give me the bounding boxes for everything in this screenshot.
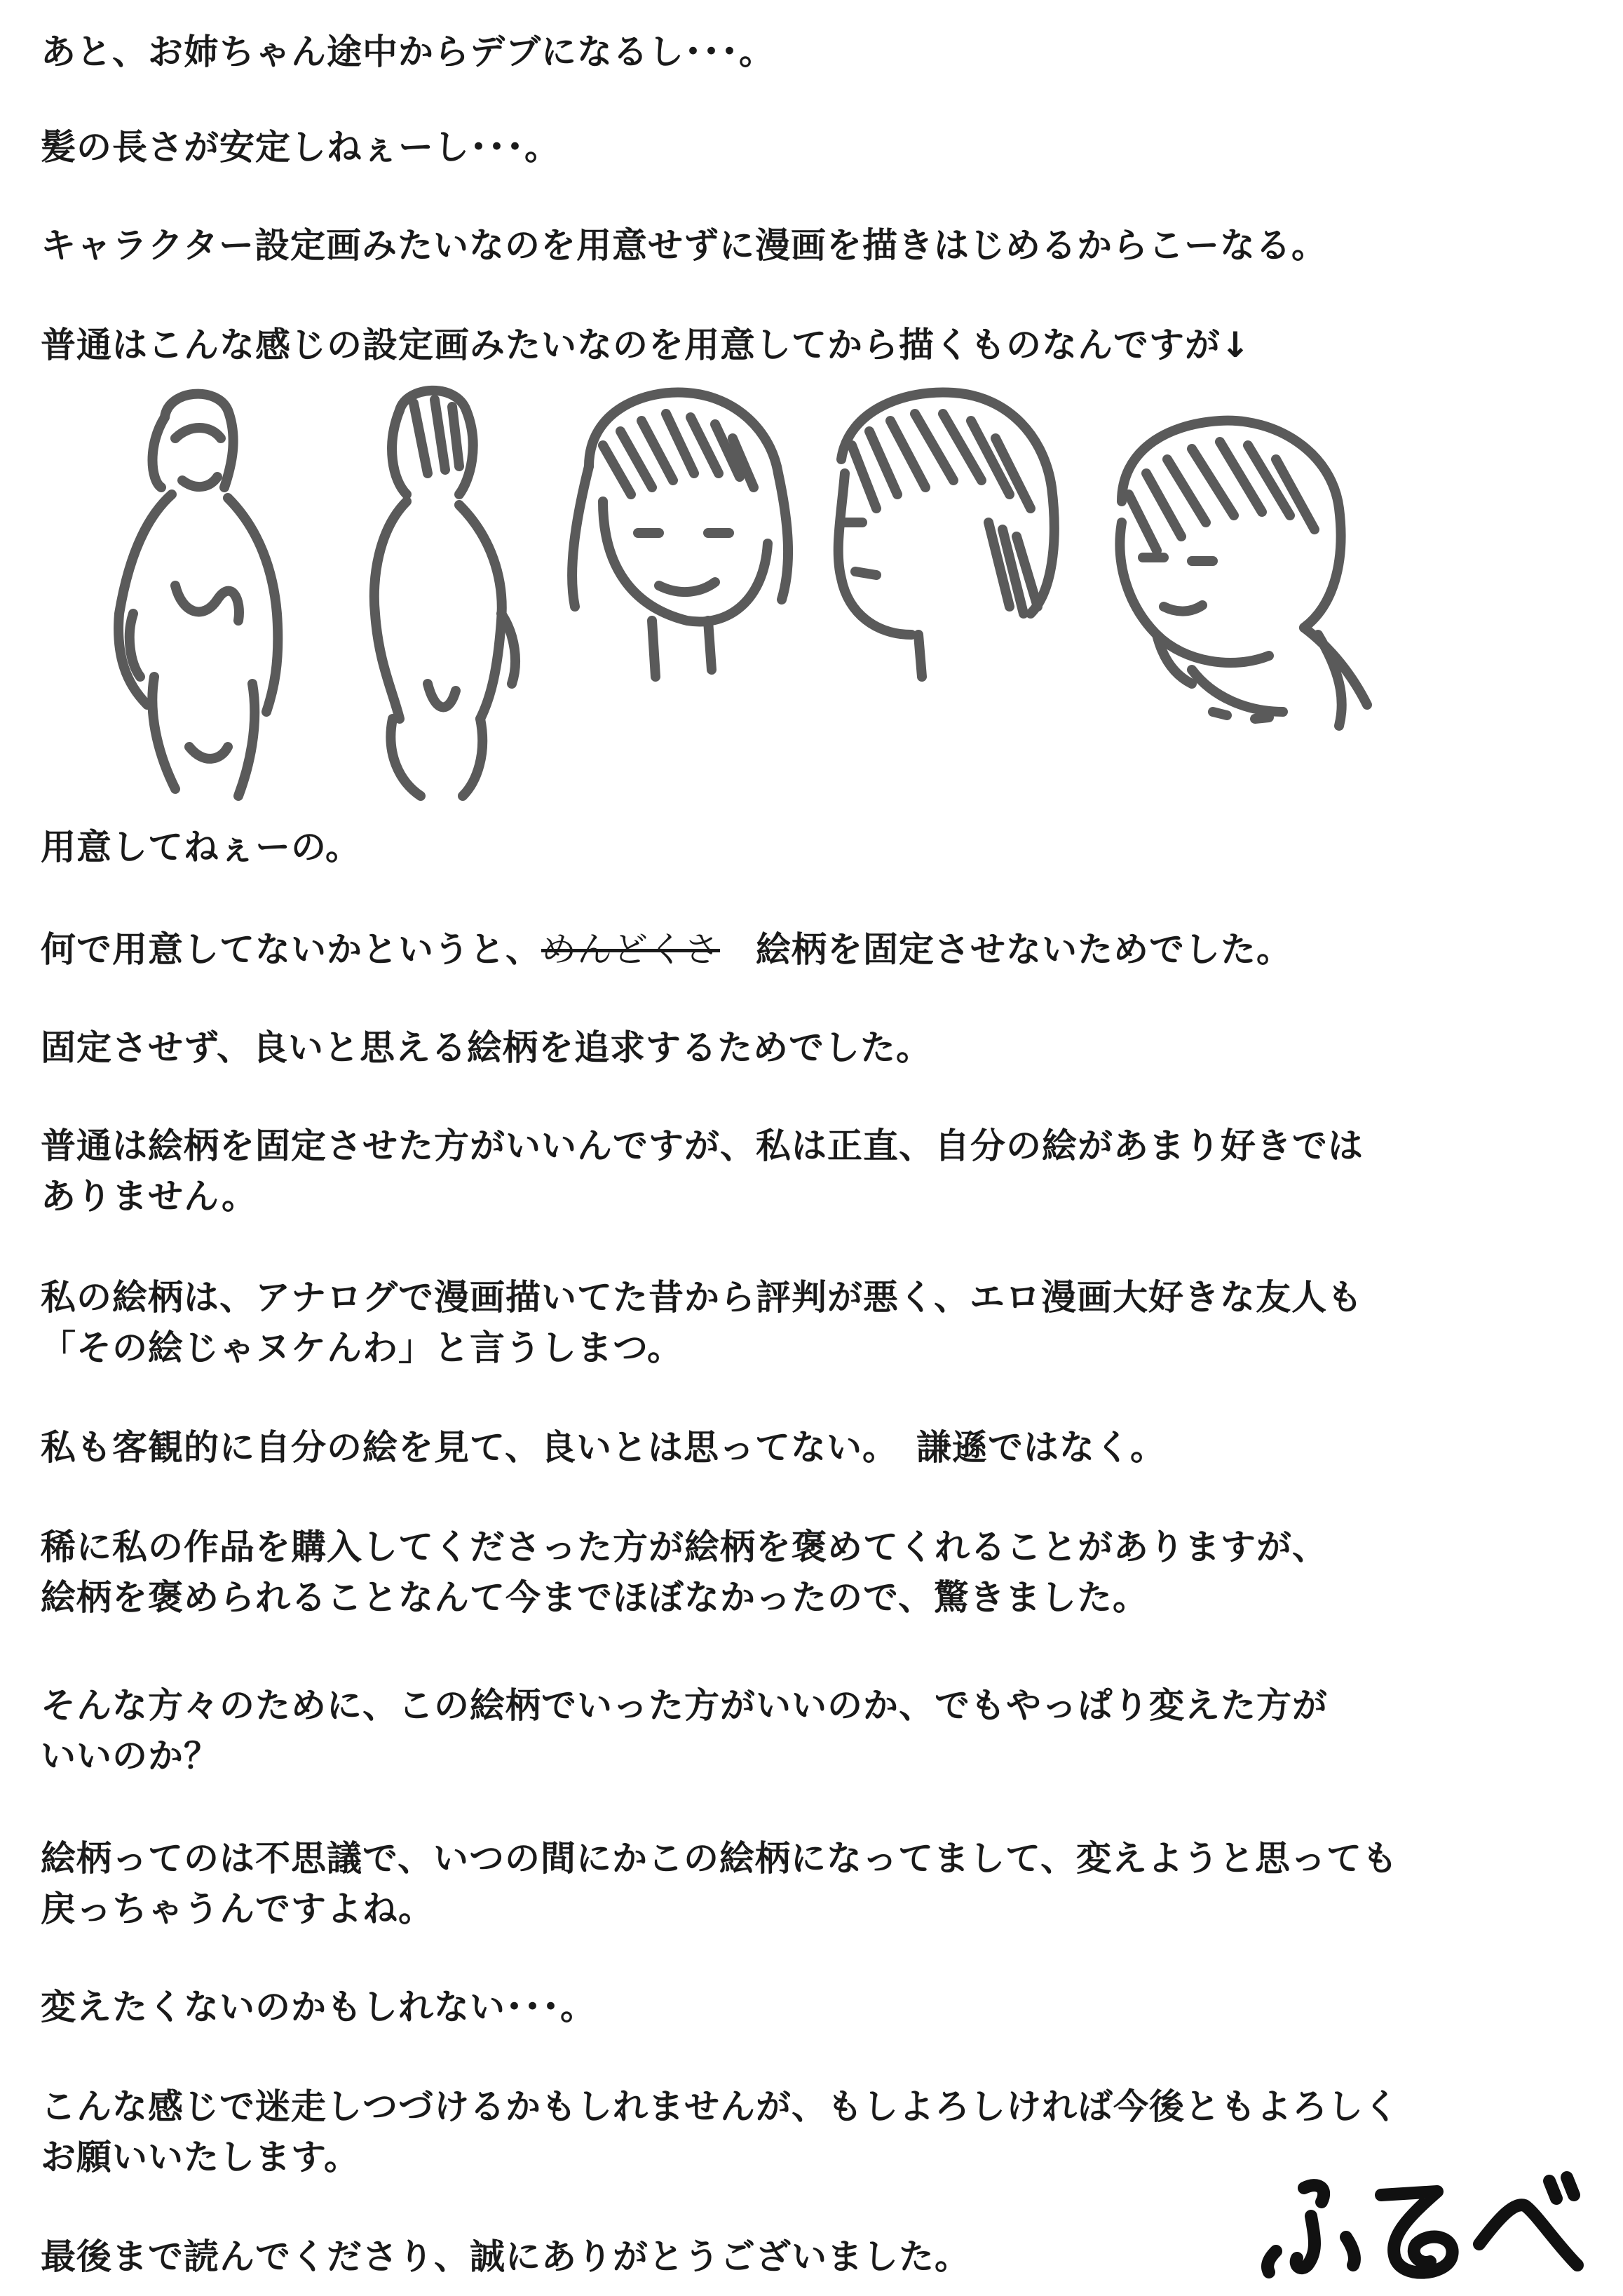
- sketch-face-front: [572, 392, 788, 677]
- text-line-1: あと、お姉ちゃん途中からデブになるし･･･。: [41, 32, 775, 72]
- text-line-12: 私も客観的に自分の絵を見て、良いとは思ってない。 謙遜ではなく。: [41, 1427, 1166, 1468]
- text-line-5: 用意してねぇーの。: [41, 827, 361, 867]
- sketch-figure-front: [118, 394, 278, 796]
- text-line-11: 「その絵じゃヌケんわ」と言うしまつ。: [41, 1328, 683, 1368]
- struck-through-text: めんどくさ: [541, 929, 720, 970]
- text-line-15: そんな方々のために、この絵柄でいった方がいいのか、でもやっぱり変えた方が: [41, 1685, 1328, 1726]
- text-line-22: 最後まで読んでくださり、誠にありがとうございました。: [41, 2236, 970, 2277]
- handwritten-signature: [1255, 2160, 1591, 2286]
- text-line-4: 普通はこんな感じの設定画みたいなのを用意してから描くものなんですが↓: [41, 325, 1251, 365]
- sketch-face-side: [838, 392, 1054, 677]
- text-line-8: 普通は絵柄を固定させた方がいいんですが、私は正直、自分の絵があまり好きでは: [41, 1126, 1364, 1166]
- text-line-16: いいのか？: [41, 1736, 219, 1776]
- text-line-6: [41, 927, 1292, 972]
- text-line-21: お願いいたします。: [41, 2137, 360, 2177]
- text-line-2: 髪の長さが安定しねぇーし･･･。: [41, 127, 560, 168]
- text-line-17: 絵柄ってのは不思議で、いつの間にかこの絵柄になってまして、変えようと思っても: [41, 1838, 1398, 1879]
- character-sketches: [98, 382, 1486, 810]
- text-line-20: こんな感じで迷走しつづけるかもしれませんが、もしよろしければ今後ともよろしく: [41, 2086, 1399, 2127]
- text-line-19: 変えたくないのかもしれない･･･。: [41, 1987, 596, 2027]
- sketch-figure-back: [374, 391, 515, 796]
- text-line-9: ありません。: [41, 1176, 257, 1217]
- text-line-18: 戻っちゃうんですよね。: [41, 1889, 434, 1929]
- text-line-6-tail: 絵柄を固定させないためでした。: [756, 929, 1292, 970]
- text-line-13: 稀に私の作品を購入してくださった方が絵柄を褒めてくれることがありますが、: [41, 1527, 1328, 1567]
- text-line-3: キャラクター設定画みたいなのを用意せずに漫画を描きはじめるからこーなる。: [41, 225, 1327, 266]
- text-line-14: 絵柄を褒められることなんて今までほぼなかったので、驚きました。: [41, 1577, 1148, 1618]
- sketch-face-three-quarter: [1120, 421, 1367, 726]
- text-line-10: 私の絵柄は、アナログで漫画描いてた昔から評判が悪く、エロ漫画大好きな友人も: [41, 1277, 1363, 1318]
- text-line-6-lead: 何で用意してないかというと、: [41, 929, 541, 970]
- text-line-7: 固定させず、良いと思える絵柄を追求するためでした。: [41, 1027, 932, 1068]
